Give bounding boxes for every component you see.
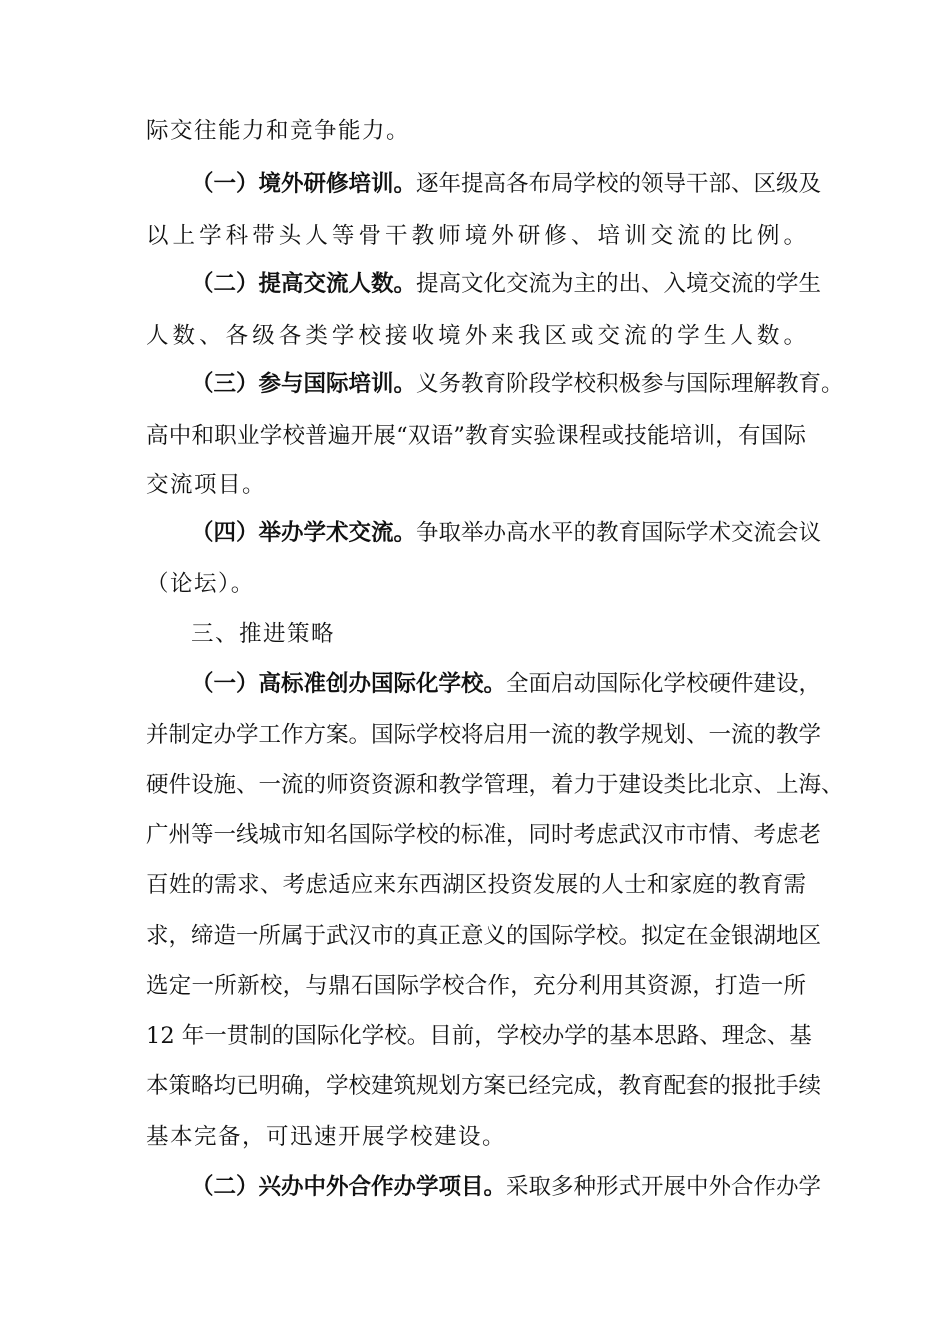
item-text: 采取多种形式开展中外合作办学 — [506, 1174, 822, 1200]
section-heading: 三、推进策略 — [191, 621, 336, 647]
paragraph-line: 广州等一线城市知名国际学校的标准，同时考虑武汉市市情、考虑老 — [146, 822, 822, 848]
item-heading: （二）兴办中外合作办学项目。 — [191, 1174, 507, 1200]
item-1 — [191, 170, 822, 198]
item-text: 全面启动国际化学校硬件建设， — [506, 671, 822, 697]
paragraph-line: 本策略均已明确，学校建筑规划方案已经完成，教育配套的报批手续 — [146, 1073, 822, 1099]
paragraph-line: 百姓的需求、考虑适应来东西湖区投资发展的人士和家庭的教育需 — [146, 872, 806, 898]
paragraph-line: 12 年一贯制的国际化学校。目前，学校办学的基本思路、理念、基 — [146, 1023, 812, 1049]
item-5 — [191, 670, 822, 698]
item-text: 提高文化交流为主的出、入境交流的学生 — [416, 271, 822, 297]
item-heading: （一）境外研修培训。 — [191, 171, 417, 197]
item-heading: （三）参与国际培训。 — [191, 371, 417, 397]
item-heading: （一）高标准创办国际化学校。 — [191, 671, 507, 697]
paragraph-line: （论坛）。 — [146, 571, 255, 597]
item-heading: （二）提高交流人数。 — [191, 271, 417, 297]
paragraph-line: 求，缔造一所属于武汉市的真正意义的国际学校。拟定在金银湖地区 — [146, 923, 822, 949]
paragraph-line: 选定一所新校，与鼎石国际学校合作，充分利用其资源，打造一所 — [146, 973, 806, 999]
item-3 — [191, 370, 844, 398]
item-2 — [191, 270, 822, 298]
paragraph-line: 高中和职业学校普遍开展“双语”教育实验课程或技能培训，有国际 — [146, 423, 806, 449]
paragraph-line: 以上学科带头人等骨干教师境外研修、培训交流的比例。 — [146, 223, 806, 249]
paragraph-line: 际交往能力和竞争能力。 — [146, 118, 411, 144]
paragraph-line: 交流项目。 — [146, 472, 267, 498]
paragraph-line: 硬件设施、一流的师资资源和教学管理，着力于建设类比北京、上海、 — [146, 772, 844, 798]
paragraph-line: 并制定办学工作方案。国际学校将启用一流的教学规划、一流的教学 — [146, 722, 822, 748]
item-text: 逐年提高各布局学校的领导干部、区级及 — [416, 171, 822, 197]
paragraph-line: 人数、各级各类学校接收境外来我区或交流的学生人数。 — [146, 323, 806, 349]
item-heading: （四）举办学术交流。 — [191, 520, 417, 546]
item-6 — [191, 1173, 822, 1201]
paragraph-line: 基本完备，可迅速开展学校建设。 — [146, 1124, 507, 1150]
item-4 — [191, 519, 822, 547]
item-text: 争取举办高水平的教育国际学术交流会议 — [416, 520, 822, 546]
item-text: 义务教育阶段学校积极参与国际理解教育。 — [416, 371, 844, 397]
